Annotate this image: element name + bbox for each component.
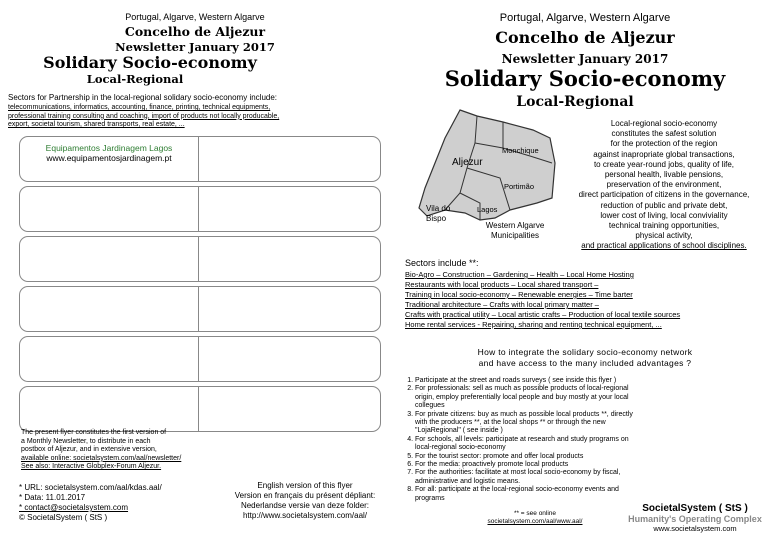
intro-text	[548, 119, 780, 252]
map-label-monchique: Monchique	[502, 146, 539, 155]
contacts	[19, 483, 162, 523]
intro-line: to create year-round jobs, quality of life,	[593, 159, 735, 169]
english-note-line: Version en français du présent dépliant:	[234, 491, 376, 500]
contact-email[interactable]: * contact@societalsystem.com	[19, 503, 129, 512]
partner-box[interactable]	[19, 386, 381, 432]
map-label-bispo: Bispo	[426, 214, 447, 223]
sector-line[interactable]: Home rental services - Repairing, sharing and renting technical equipment, ...	[405, 320, 662, 329]
step-item: 5. For the tourist sector: promote and offer local products	[415, 453, 645, 461]
map-label-aljezur: Aljezur	[452, 157, 483, 168]
brand-url[interactable]: www.societalsystem.com	[653, 524, 737, 533]
flyer-note-line: The present flyer constitutes the first version of	[21, 429, 167, 436]
brand-tagline: Humanity's Operating Complex	[628, 514, 762, 524]
left-region: Portugal, Algarve, Western Algarve	[125, 12, 265, 22]
partner-name: Equipamentos Jardinagem Lagos	[45, 143, 173, 153]
brand-block	[610, 503, 780, 533]
sector-line[interactable]: Bio-Agro – Construction – Gardening – Health – Local Home Hosting	[405, 270, 634, 279]
step-item: 2. For professionals: sell as much as possible products of local-regional origin, employ preferentially local people and buy mostly at your local collegues	[415, 385, 645, 410]
partner-box[interactable]	[19, 336, 381, 382]
left-sector-line: professional training consulting and coaching, import of products not locally producable,	[8, 112, 280, 120]
intro-line: preservation of the environment,	[606, 180, 722, 190]
newsletter-link[interactable]: available online: societalsystem.com/aal/newsletter/	[21, 454, 182, 462]
contact-date: * Data: 11.01.2017	[19, 493, 86, 502]
footnote	[470, 510, 600, 526]
map-label-lagos: Lagos	[477, 205, 498, 214]
partner-box[interactable]	[19, 186, 381, 232]
footnote-link[interactable]: societalsystem.com/aal/www.aal/	[487, 518, 583, 525]
steps-list	[405, 377, 645, 503]
left-title: Solidary Socio-economy	[43, 53, 257, 72]
left-sector-line: export, societal tourism, shared transports, real estate, ...	[8, 121, 185, 129]
how-heading-line: How to integrate the solidary socio-economy network	[477, 347, 693, 357]
sector-line[interactable]: Traditional architecture – Crafts with local primary matter –	[405, 300, 599, 309]
intro-line: lower cost of living, local conviviality	[600, 210, 728, 220]
right-newsletter: Newsletter January 2017	[501, 52, 669, 66]
footnote-label: ** = see online	[513, 510, 557, 517]
intro-line: and practical applications of school disciplines.	[581, 241, 747, 251]
right-region: Portugal, Algarve, Western Algarve	[499, 12, 671, 24]
partner-box[interactable]	[19, 286, 381, 332]
sector-line[interactable]: Restaurants with local products – Local shared transport –	[405, 280, 599, 289]
step-item: 8. For all: participate at the local-regional socio-economy events and programs	[415, 486, 645, 503]
map-caption	[470, 221, 560, 241]
step-item[interactable]: 1. Participate at the street and roads surveys ( see inside this flyer )	[415, 377, 645, 385]
right-title: Solidary Socio-economy	[444, 66, 726, 91]
map-label-vila-do-bispo	[426, 204, 450, 224]
step-item: 6. For the media: proactively promote local products	[415, 461, 645, 469]
brand-name: SocietalSystem ( StS )	[642, 503, 748, 514]
copyright: © SocietalSystem ( StS )	[19, 513, 108, 522]
step-item: 4. For schools, all levels: participate at research and study programs on local-regional socio-economy	[415, 436, 645, 453]
left-subtitle: Local-Regional	[86, 72, 184, 86]
left-newsletter: Newsletter January 2017	[115, 40, 275, 54]
right-sectors-list	[405, 270, 680, 330]
partner-box[interactable]	[19, 136, 381, 182]
flyer-note	[21, 429, 181, 472]
right-council: Concelho de Aljezur	[495, 28, 675, 47]
map-label-vila-do: Vila do	[426, 204, 451, 213]
how-heading-line: and have access to the many included advantages ?	[478, 358, 692, 368]
box-divider	[198, 187, 199, 231]
map-caption-line: Municipalities	[490, 231, 540, 240]
box-divider	[198, 337, 199, 381]
left-council: Concelho de Aljezur	[124, 24, 266, 39]
left-sectors-heading: Sectors for Partnership in the local-regional solidary socio-economy include:	[8, 93, 278, 102]
intro-line: physical activity,	[635, 231, 693, 241]
flyer-note-line: postbox of Aljezur, and in extensive version,	[21, 446, 157, 454]
intro-line: constitutes the safest solution	[611, 129, 717, 139]
left-sectors-list	[8, 104, 279, 130]
intro-line: direct participation of citizens in the governance,	[578, 190, 750, 200]
english-note-line: Nederlandse versie van deze folder:	[240, 501, 370, 510]
forum-link[interactable]: See also: Interactive Globplex-Forum Aljezur.	[21, 463, 162, 471]
sector-line[interactable]: Crafts with practical utility – Local artistic crafts – Production of local textile sources	[405, 310, 681, 319]
intro-line: for the protection of the region	[610, 139, 718, 149]
intro-line: technical training opportunities,	[608, 221, 720, 231]
right-sectors-heading: Sectors include **:	[405, 258, 479, 268]
how-heading	[400, 347, 770, 369]
right-subtitle: Local-Regional	[516, 94, 634, 110]
box-divider	[198, 287, 199, 331]
partner-url[interactable]: www.equipamentosjardinagem.pt	[46, 153, 172, 163]
map-label-portimao: Portimão	[504, 182, 535, 191]
english-note-line: English version of this flyer	[257, 481, 353, 490]
sector-line[interactable]: Training in local socio-economy – Renewable energies – Time barter	[405, 290, 633, 299]
map-caption-line: Western Algarve	[485, 221, 545, 230]
left-sector-line: telecommunications, informatics, accounting, finance, printing, technical equipments,	[8, 104, 271, 111]
english-note	[220, 481, 390, 521]
intro-line: against inapropriate global transactions,	[593, 149, 735, 159]
english-note-url[interactable]: http://www.societalsystem.com/aal/	[242, 511, 368, 520]
flyer-note-line: a Monthly Newsletter, to distribute in each	[21, 437, 151, 445]
intro-line: personal health, livable pensions,	[604, 170, 724, 180]
intro-line: Local-regional socio-economy	[610, 119, 718, 128]
step-item: 7. For the authorities: facilitate at most local socio-economy by fiscal, administrative and logistic means.	[415, 469, 645, 486]
partner-box[interactable]	[19, 236, 381, 282]
box-divider	[198, 387, 199, 431]
intro-line: reduction of public and private debt,	[600, 200, 728, 210]
contact-url[interactable]: * URL: societalsystem.com/aal/kdas.aal/	[19, 483, 162, 492]
step-item: 3. For private citizens: buy as much as possible local products **, directly with the producers **, at the local shops ** or through the new "LojaRegional" ( see inside )	[415, 411, 645, 436]
box-divider	[198, 237, 199, 281]
partner-cell	[20, 137, 199, 181]
